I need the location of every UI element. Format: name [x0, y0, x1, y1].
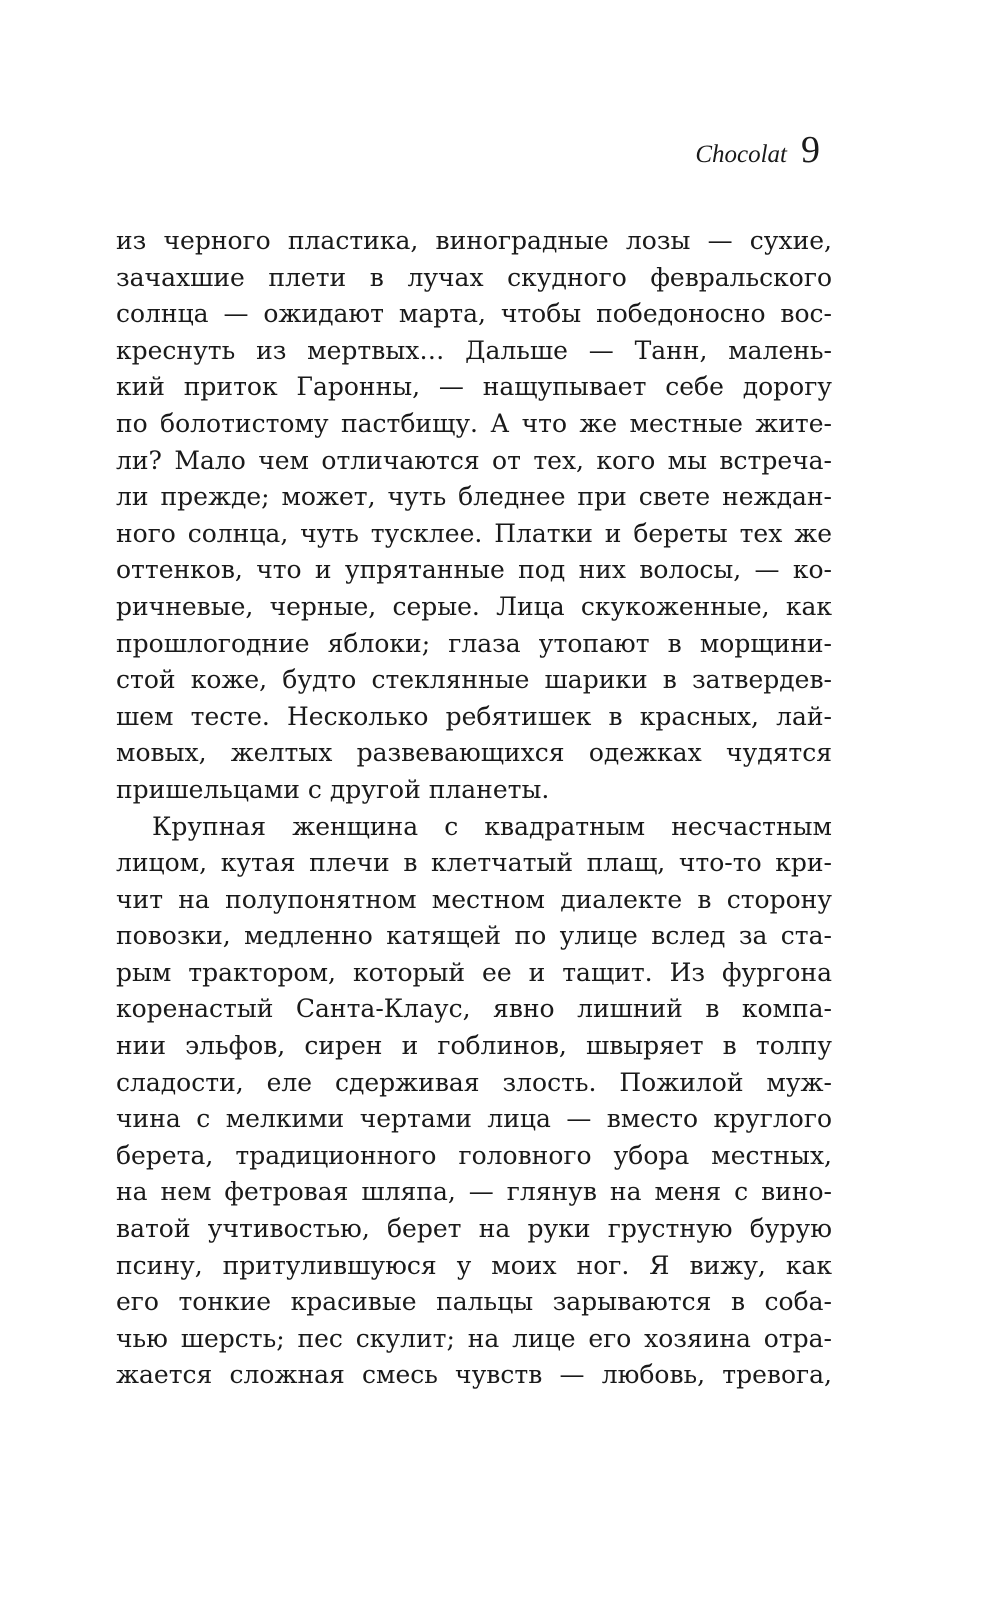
- text-line: сладости, еле сдерживая злость. Пожилой муж-: [116, 1067, 832, 1097]
- text-line: из черного пластика, виноградные лозы — сухие,: [116, 226, 832, 255]
- paragraph-2: [116, 809, 832, 1395]
- text-line: мовых, желтых развевающихся одежках чудятся: [116, 738, 832, 768]
- text-line: берета, традиционного головного убора местных,: [116, 1140, 832, 1170]
- text-line: повозки, медленно катящей по улице вслед за ста-: [116, 921, 832, 951]
- text-line: на нем фетровая шляпа, — глянув на меня с вино-: [116, 1177, 832, 1207]
- text-line: Крупная женщина с квадратным несчастным: [152, 811, 832, 841]
- text-line: чит на полупонятном местном диалекте в сторону: [116, 884, 832, 914]
- text-line: ричневые, черные, серые. Лица скукоженные, как: [116, 591, 832, 621]
- text-line: стой коже, будто стеклянные шарики в затвердев-: [116, 665, 832, 695]
- text-line: пришельцами с другой планеты.: [116, 774, 550, 804]
- text-line: нии эльфов, сирен и гоблинов, швыряет в толпу: [116, 1031, 832, 1061]
- text-line: ного солнца, чуть тусклее. Платки и береты тех же: [116, 518, 832, 548]
- text-line: его тонкие красивые пальцы зарываются в соба-: [116, 1287, 832, 1317]
- body-text: [116, 223, 832, 1394]
- text-line: чью шерсть; пес скулит; на лице его хозяина отра-: [116, 1323, 832, 1353]
- text-line: зачахшие плети в лучах скудного февральского: [116, 262, 832, 292]
- text-line: оттенков, что и упрятанные под них волосы, — ко-: [116, 555, 832, 585]
- paragraph-1: [116, 223, 832, 809]
- page-number: 9: [801, 129, 820, 171]
- text-line: ли прежде; может, чуть бледнее при свете неждан-: [116, 482, 832, 512]
- text-line: креснуть из мертвых… Дальше — Танн, малень-: [116, 335, 832, 365]
- running-header-title: Chocolat: [695, 141, 787, 168]
- running-header: [695, 128, 820, 172]
- text-line: рым трактором, который ее и тащит. Из фургона: [116, 957, 832, 987]
- text-line: по болотистому пастбищу. А что же местные жите-: [116, 408, 832, 438]
- text-line: коренастый Санта-Клаус, явно лишний в компа-: [116, 994, 832, 1024]
- text-line: ватой учтивостью, берет на руки грустную бурую: [116, 1214, 832, 1244]
- text-line: чина с мелкими чертами лица — вместо круглого: [116, 1104, 832, 1134]
- text-line: жается сложная смесь чувств — любовь, тревога,: [116, 1360, 832, 1390]
- text-line: прошлогодние яблоки; глаза утопают в морщини-: [116, 628, 832, 658]
- text-line: солнца — ожидают марта, чтобы победоносно вос-: [116, 299, 832, 329]
- text-line: псину, притулившуюся у моих ног. Я вижу, как: [116, 1250, 832, 1280]
- text-line: ли? Мало чем отличаются от тех, кого мы встреча-: [116, 445, 832, 475]
- text-line: лицом, кутая плечи в клетчатый плащ, что-то кри-: [116, 848, 832, 878]
- text-line: шем тесте. Несколько ребятишек в красных, лай-: [116, 701, 832, 731]
- text-line: кий приток Гаронны, — нащупывает себе дорогу: [116, 372, 832, 402]
